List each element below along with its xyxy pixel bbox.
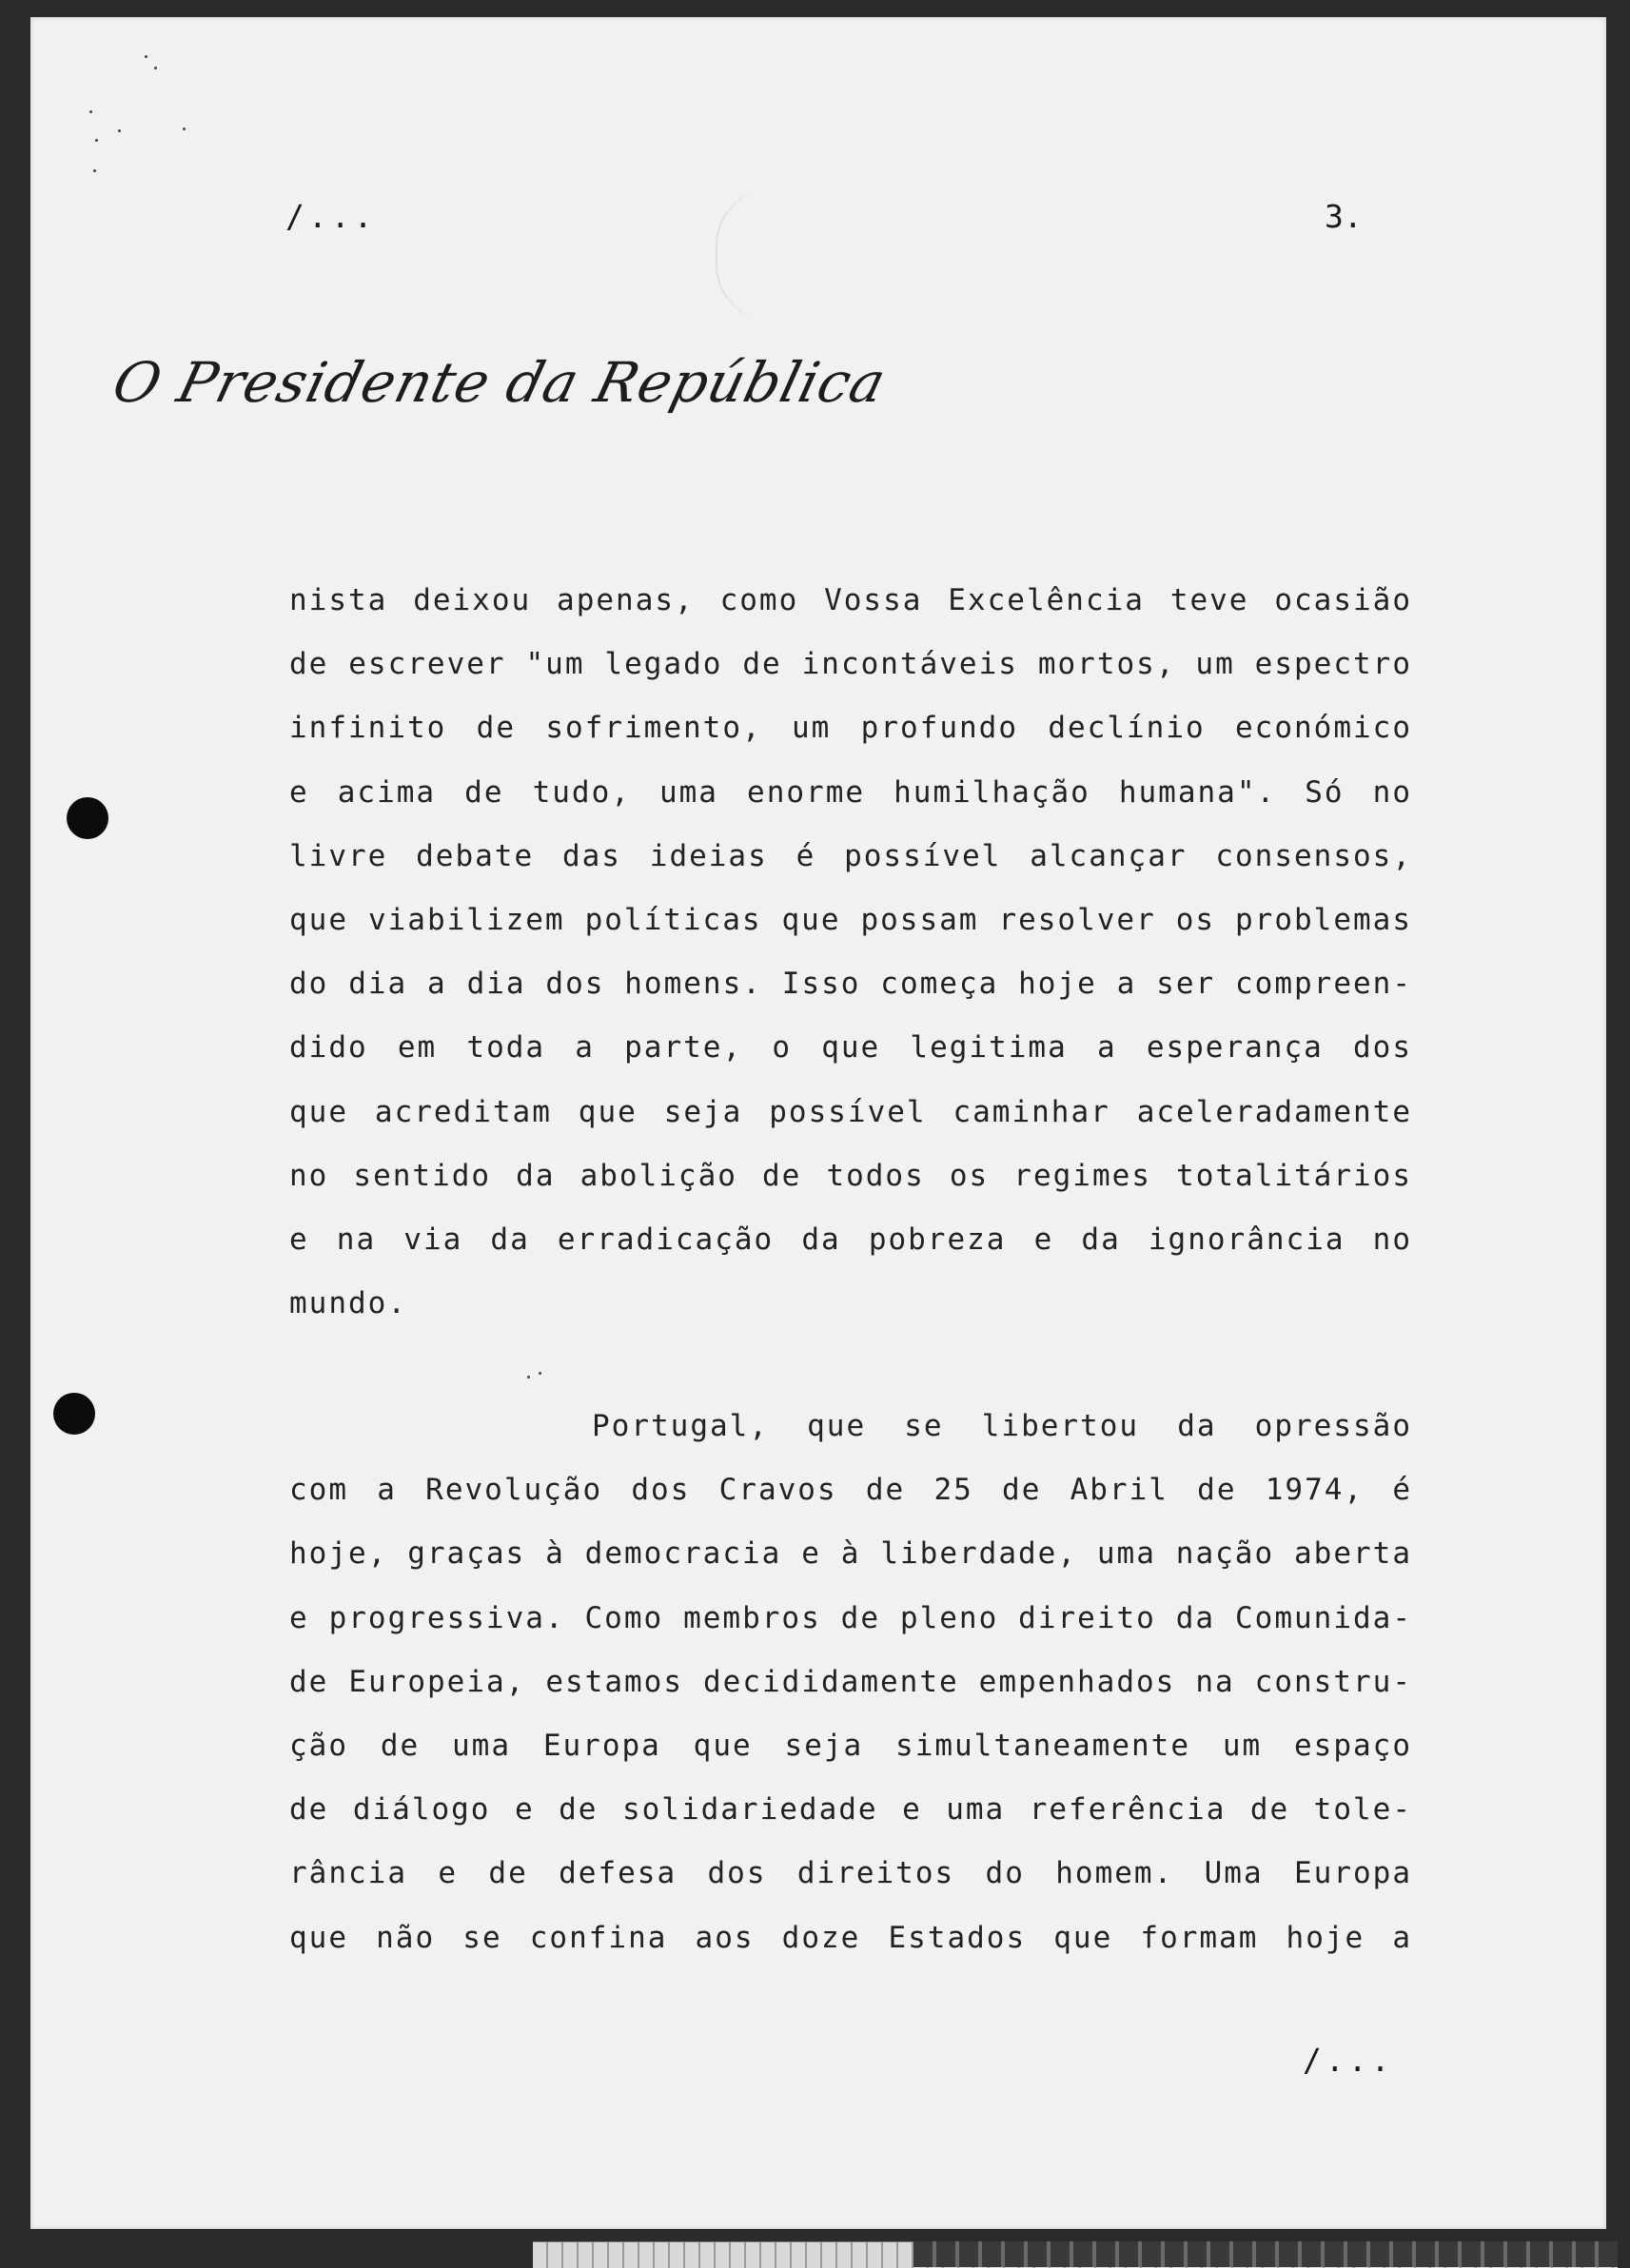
text-line: que viabilizem políticas que possam resolver os problemas: [289, 903, 1412, 938]
continuation-mark-top: /...: [285, 198, 377, 235]
text-line: Portugal, que se libertou da opressão: [592, 1409, 1412, 1443]
text-line: nista deixou apenas, como Vossa Excelência teve ocasião: [289, 583, 1412, 617]
text-line: mundo.: [289, 1286, 407, 1321]
paragraph-1: [289, 569, 1412, 1336]
text-line: de escrever "um legado de incontáveis mortos, um espectro: [289, 647, 1412, 682]
continuation-mark-bottom: /...: [1303, 2042, 1394, 2079]
text-line: e na via da erradicação da pobreza e da ignorância no: [289, 1222, 1412, 1258]
text-line: que acreditam que seja possível caminhar aceleradamente: [289, 1094, 1412, 1129]
text-line: ção de uma Europa que seja simultaneamente um espaço: [289, 1729, 1412, 1764]
text-line: livre debate das ideias é possível alcançar consensos,: [289, 838, 1412, 873]
text-line: de diálogo e de solidariedade e uma referência de tole-: [289, 1792, 1412, 1828]
letterhead: O Presidente da República: [107, 350, 894, 415]
text-line: com a Revolução dos Cravos de 25 de Abril de 1974, é: [289, 1473, 1412, 1508]
text-line: e acima de tudo, uma enorme humilhação humana". Só no: [289, 774, 1412, 810]
text-line: de Europeia, estamos decididamente empenhados na constru-: [289, 1664, 1412, 1699]
document-page: [30, 17, 1606, 2229]
text-line: hoje, graças à democracia e à liberdade, uma nação aberta: [289, 1536, 1412, 1572]
punch-hole: [67, 797, 108, 839]
faint-stamp-mark: [716, 188, 832, 322]
scan-color-strip: [913, 2241, 1618, 2267]
page-number: 3.: [1325, 198, 1363, 235]
text-line: e progressiva. Como membros de pleno direito da Comunida-: [289, 1600, 1412, 1635]
punch-hole: [53, 1393, 95, 1435]
text-line: dido em toda a parte, o que legitima a esperança dos: [289, 1030, 1412, 1066]
text-line: do dia a dia dos homens. Isso começa hoje a ser compreen-: [289, 967, 1412, 1002]
text-line: no sentido da abolição de todos os regimes totalitários: [289, 1158, 1412, 1193]
paragraph-2: [289, 1395, 1412, 1970]
text-line: infinito de sofrimento, um profundo declínio económico: [289, 711, 1412, 746]
text-line: rância e de defesa dos direitos do homem. Uma Europa: [289, 1856, 1412, 1891]
text-line: que não se confina aos doze Estados que formam hoje a: [289, 1920, 1412, 1955]
